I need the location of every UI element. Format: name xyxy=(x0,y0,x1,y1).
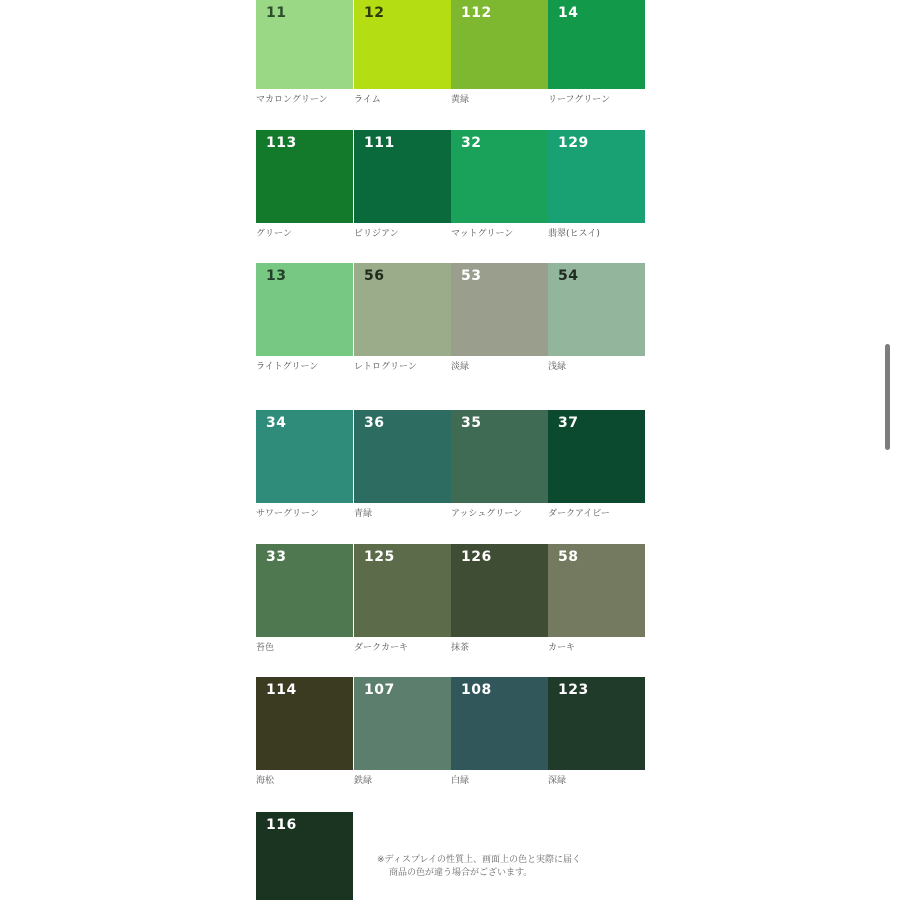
swatch-name: アッシュグリーン xyxy=(451,509,523,519)
swatch-name: ダークカーキ xyxy=(354,643,409,653)
color-swatch xyxy=(451,130,548,223)
swatch-name: 白緑 xyxy=(451,776,470,786)
swatch-name: リーフグリーン xyxy=(548,95,611,105)
swatch-number: 125 xyxy=(364,549,395,565)
swatch-name: ビリジアン xyxy=(354,229,399,239)
swatch-number: 14 xyxy=(558,5,579,21)
swatch-name: ライム xyxy=(354,95,381,105)
swatch-name: 淡緑 xyxy=(451,362,470,372)
swatch-number: 11 xyxy=(266,5,287,21)
swatch-number: 113 xyxy=(266,135,297,151)
swatch-number: 126 xyxy=(461,549,492,565)
swatch-number: 108 xyxy=(461,682,492,698)
swatch-number: 107 xyxy=(364,682,395,698)
swatch-number: 34 xyxy=(266,415,287,431)
swatch-number: 13 xyxy=(266,268,287,284)
color-swatch xyxy=(354,677,451,770)
swatch-number: 112 xyxy=(461,5,492,21)
swatch-name: カーキ xyxy=(548,643,576,653)
color-swatch xyxy=(354,130,451,223)
color-swatch xyxy=(548,544,645,637)
swatch-number: 116 xyxy=(266,817,297,833)
color-swatch xyxy=(354,410,451,503)
color-swatch xyxy=(451,677,548,770)
swatch-name: 鉄緑 xyxy=(354,776,373,786)
swatch-name: 苔色 xyxy=(256,643,275,653)
display-disclaimer xyxy=(377,854,581,880)
swatch-name: 青緑 xyxy=(354,509,373,519)
swatch-number: 56 xyxy=(364,268,385,284)
swatch-name: 深緑 xyxy=(548,776,567,786)
color-swatch xyxy=(354,263,451,356)
color-swatch xyxy=(354,0,451,89)
swatch-number: 36 xyxy=(364,415,385,431)
color-swatch xyxy=(548,410,645,503)
swatch-number: 53 xyxy=(461,268,482,284)
color-swatch xyxy=(548,263,645,356)
swatch-number: 33 xyxy=(266,549,287,565)
swatch-name: マットグリーン xyxy=(451,229,514,239)
swatch-name: グリーン xyxy=(256,229,292,239)
swatch-name: サワーグリーン xyxy=(256,509,319,519)
swatch-number: 114 xyxy=(266,682,297,698)
swatch-name: 海松 xyxy=(256,776,275,786)
swatch-name: ライトグリーン xyxy=(256,362,319,372)
swatch-number: 111 xyxy=(364,135,395,151)
disclaimer-line-1: ※ディスプレイの性質上、画面上の色と実際に届く xyxy=(377,855,582,865)
color-swatch xyxy=(451,544,548,637)
swatch-number: 58 xyxy=(558,549,579,565)
swatch-name: マカロングリーン xyxy=(256,95,328,105)
vertical-scrollbar[interactable] xyxy=(885,344,890,450)
swatch-number: 37 xyxy=(558,415,579,431)
disclaimer-line-2: 商品の色が違う場合がございます。 xyxy=(389,868,533,878)
color-swatch xyxy=(548,130,645,223)
swatch-number: 54 xyxy=(558,268,579,284)
swatch-number: 32 xyxy=(461,135,482,151)
color-swatch xyxy=(256,677,353,770)
swatch-name: 翡翠(ヒスイ) xyxy=(548,229,600,239)
color-swatch xyxy=(256,410,353,503)
color-swatch xyxy=(256,544,353,637)
color-swatch xyxy=(548,677,645,770)
color-swatch xyxy=(354,544,451,637)
swatch-name: 浅緑 xyxy=(548,362,567,372)
color-swatch xyxy=(256,263,353,356)
color-swatch xyxy=(256,130,353,223)
swatch-name: ダークアイビー xyxy=(548,509,610,519)
color-swatch xyxy=(451,0,548,89)
swatch-name: 抹茶 xyxy=(451,643,470,653)
swatch-name: 黄緑 xyxy=(451,95,470,105)
color-swatch xyxy=(256,812,353,900)
color-swatch xyxy=(548,0,645,89)
swatch-number: 12 xyxy=(364,5,385,21)
swatch-number: 129 xyxy=(558,135,589,151)
swatch-number: 35 xyxy=(461,415,482,431)
color-swatch xyxy=(256,0,353,89)
color-swatch xyxy=(451,263,548,356)
color-swatch xyxy=(451,410,548,503)
swatch-number: 123 xyxy=(558,682,589,698)
swatch-name: レトログリーン xyxy=(354,362,417,372)
